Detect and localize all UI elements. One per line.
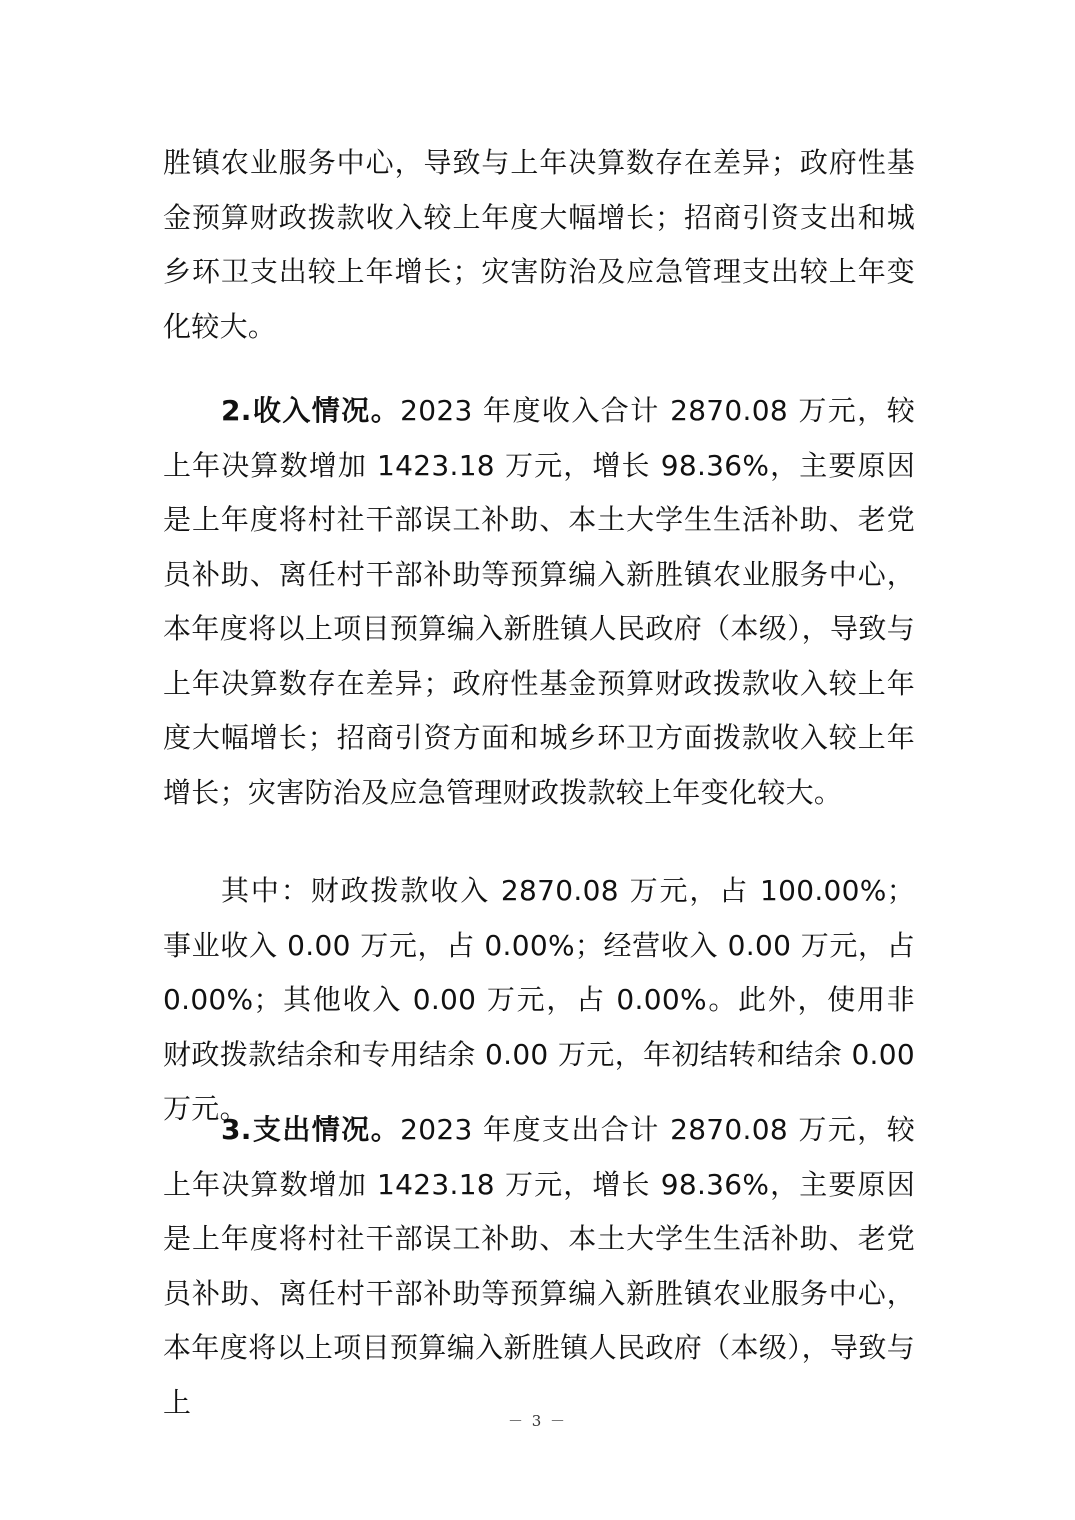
section-heading-income: 2.收入情况。 [221,394,401,427]
paragraph-income-detail [163,864,915,1137]
paragraph-continuation [163,136,915,354]
page-number: － 3 － [507,1412,568,1430]
section-heading-expenditure: 3.支出情况。 [221,1113,401,1146]
paragraph-income [163,384,915,820]
paragraph-text: 其中：财政拨款收入 2870.08 万元，占 100.00%；事业收入 0.00 万元，占 0.00%；经营收入 0.00 万元，占 0.00%；其他收入 0.00 万元，占 0.00%。此外，使用非财政拨款结余和专用结余 0.00 万元，年初结转和结余 0.00 万元。 [163,874,915,1125]
paragraph-text: 胜镇农业服务中心，导致与上年决算数存在差异；政府性基金预算财政拨款收入较上年度大幅增长；招商引资支出和城乡环卫支出较上年增长；灾害防治及应急管理支出较上年变化较大。 [163,146,915,343]
paragraph-expenditure [163,1103,915,1430]
paragraph-text: 2023 年度支出合计 2870.08 万元，较上年决算数增加 1423.18 万元，增长 98.36%，主要原因是上年度将村社干部误工补助、本土大学生生活补助、老党员补助、离任村干部补助等预算编入新胜镇农业服务中心，本年度将以上项目预算编入新胜镇人民政府（本级），导致与上 [163,1113,915,1419]
paragraph-text: 2023 年度收入合计 2870.08 万元，较上年决算数增加 1423.18 万元，增长 98.36%，主要原因是上年度将村社干部误工补助、本土大学生生活补助、老党员补助、离任村干部补助等预算编入新胜镇农业服务中心，本年度将以上项目预算编入新胜镇人民政府（本级），导致与上年决算数存在差异；政府性基金预算财政拨款收入较上年度大幅增长；招商引资方面和城乡环卫方面拨款收入较上年增长；灾害防治及应急管理财政拨款较上年变化较大。 [163,394,915,809]
